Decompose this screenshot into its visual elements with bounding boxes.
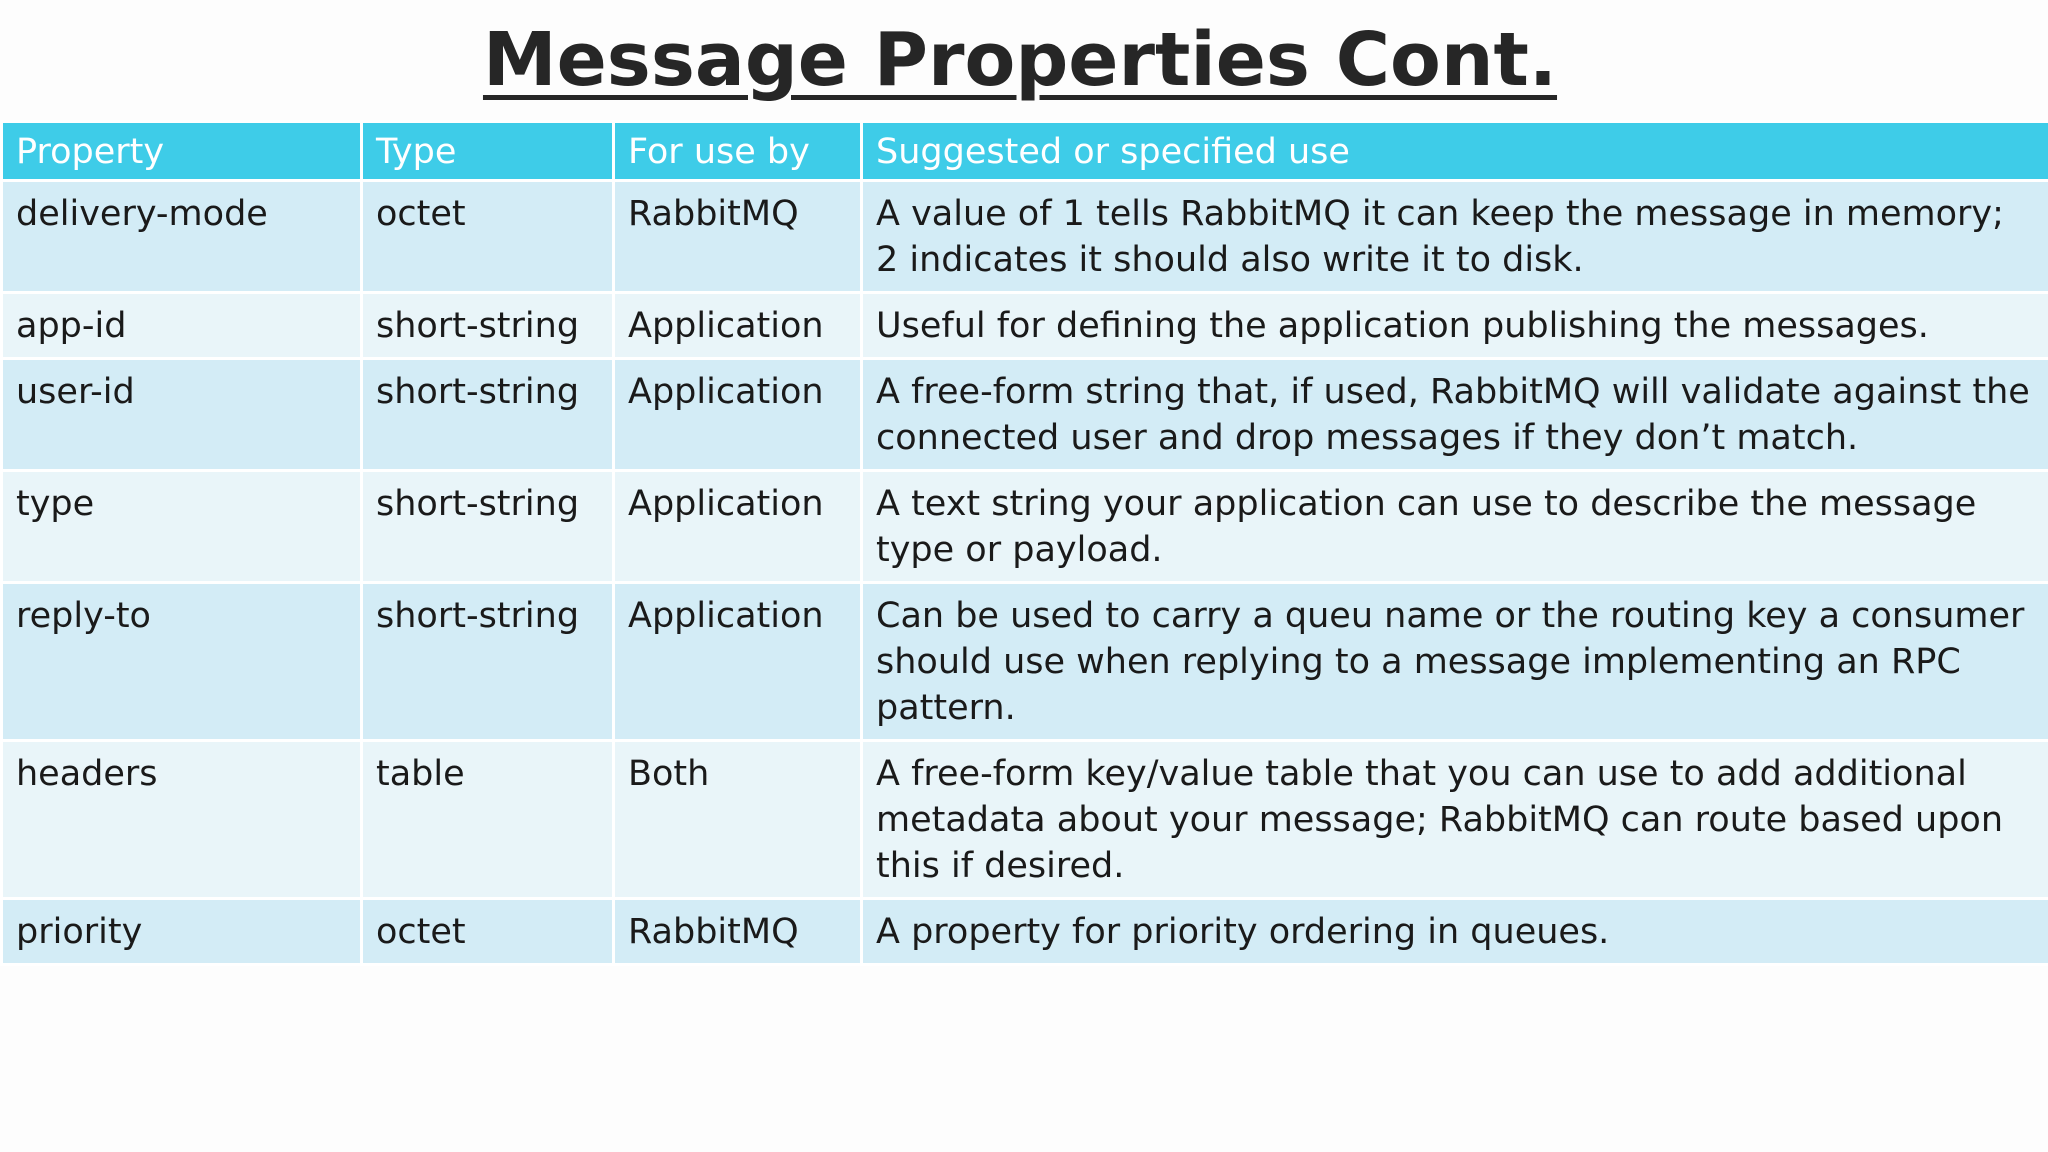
cell-for-use-by: Application bbox=[614, 471, 862, 583]
cell-type: short-string bbox=[362, 293, 614, 359]
cell-property: app-id bbox=[2, 293, 362, 359]
column-header-type: Type bbox=[362, 122, 614, 181]
column-header-suggested-use: Suggested or specified use bbox=[862, 122, 2048, 181]
cell-use: Can be used to carry a queu name or the routing key a consumer should use when replying to a message implementing an RPC pattern. bbox=[862, 583, 2048, 741]
table-row bbox=[2, 741, 2048, 899]
column-header-property: Property bbox=[2, 122, 362, 181]
table-row bbox=[2, 359, 2048, 471]
cell-type: short-string bbox=[362, 359, 614, 471]
cell-property: delivery-mode bbox=[2, 181, 362, 293]
cell-for-use-by: Application bbox=[614, 359, 862, 471]
cell-property: headers bbox=[2, 741, 362, 899]
table-row bbox=[2, 899, 2048, 965]
column-header-for-use-by: For use by bbox=[614, 122, 862, 181]
table-row bbox=[2, 181, 2048, 293]
cell-type: octet bbox=[362, 899, 614, 965]
cell-use: Useful for defining the application publishing the messages. bbox=[862, 293, 2048, 359]
cell-use: A free-form key/value table that you can use to add additional metadata about your message; RabbitMQ can route based upon this if desired. bbox=[862, 741, 2048, 899]
cell-type: short-string bbox=[362, 583, 614, 741]
cell-for-use-by: RabbitMQ bbox=[614, 899, 862, 965]
message-properties-table bbox=[0, 120, 2048, 966]
cell-type: octet bbox=[362, 181, 614, 293]
cell-property: priority bbox=[2, 899, 362, 965]
cell-for-use-by: Application bbox=[614, 583, 862, 741]
cell-type: table bbox=[362, 741, 614, 899]
cell-use: A property for priority ordering in queues. bbox=[862, 899, 2048, 965]
cell-property: user-id bbox=[2, 359, 362, 471]
table-header-row bbox=[2, 122, 2048, 181]
table-row bbox=[2, 583, 2048, 741]
cell-type: short-string bbox=[362, 471, 614, 583]
cell-property: reply-to bbox=[2, 583, 362, 741]
slide-title: Message Properties Cont. bbox=[482, 17, 1558, 103]
cell-for-use-by: Application bbox=[614, 293, 862, 359]
table-row bbox=[2, 471, 2048, 583]
table-row bbox=[2, 293, 2048, 359]
cell-use: A text string your application can use to describe the message type or payload. bbox=[862, 471, 2048, 583]
cell-use: A free-form string that, if used, RabbitMQ will validate against the connected user and drop messages if they don’t match. bbox=[862, 359, 2048, 471]
cell-use: A value of 1 tells RabbitMQ it can keep the message in memory; 2 indicates it should also write it to disk. bbox=[862, 181, 2048, 293]
cell-for-use-by: Both bbox=[614, 741, 862, 899]
cell-for-use-by: RabbitMQ bbox=[614, 181, 862, 293]
cell-property: type bbox=[2, 471, 362, 583]
